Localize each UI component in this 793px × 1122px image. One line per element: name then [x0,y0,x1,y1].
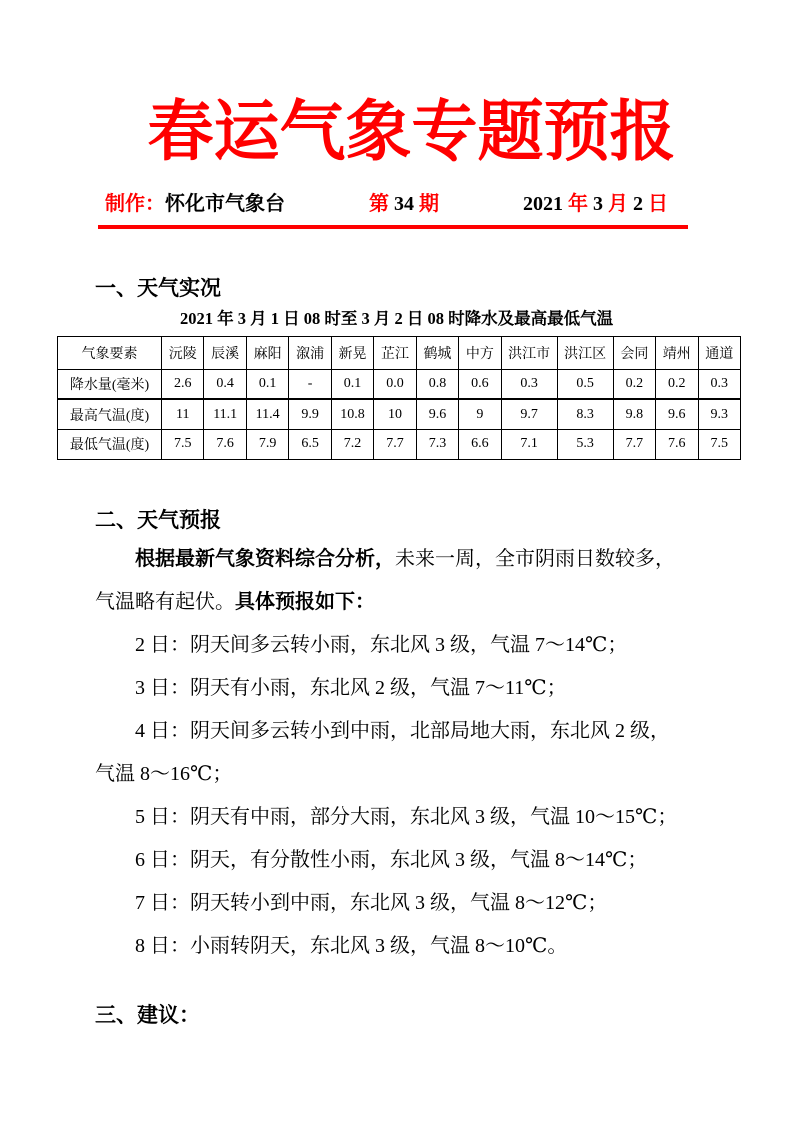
row-label: 降水量(毫米) [58,369,162,399]
intro-normal-2: 气温略有起伏。 [95,590,235,613]
weather-table [57,336,741,460]
intro-line-2 [95,581,703,624]
header-cell-hongjiangshi: 洪江市 [501,336,557,369]
forecast-line-day3: 3 日：阴天有小雨，东北风 2 级，气温 7～11℃； [135,676,567,699]
intro-bold-lead: 根据最新气象资料综合分析， [135,547,395,570]
table-cell: 0.8 [416,369,458,399]
table-cell: 10 [374,399,416,429]
header-cell-yuanling: 沅陵 [162,336,204,369]
header-cell-zhongfang: 中方 [459,336,501,369]
intro-line-1 [95,538,703,581]
table-cell: 6.5 [289,429,331,459]
issue-suffix: 期 [414,192,439,215]
table-cell: 7.7 [613,429,655,459]
header-rule [98,225,688,229]
row-label: 最高气温(度) [58,399,162,429]
issue-field [369,192,439,216]
producer-name: 怀化市气象台 [165,192,285,215]
table-cell: 7.3 [416,429,458,459]
table-cell: 0.1 [246,369,288,399]
table-caption: 2021 年 3 月 1 日 08 时至 3 月 2 日 08 时降水及最高最低气温 [179,308,614,328]
table-cell: 5.3 [557,429,613,459]
forecast-line-day4: 4 日：阴天间多云转小到中雨，北部局地大雨，东北风 2 级， [135,719,670,742]
forecast-line-day4-continued: 气温 8～16℃； [95,762,233,785]
table-cell: - [289,369,331,399]
table-cell: 2.6 [162,369,204,399]
issue-number: 34 [394,192,414,215]
table-cell: 9.6 [656,399,698,429]
table-cell: 7.5 [162,429,204,459]
table-cell: 0.3 [501,369,557,399]
table-cell: 0.2 [613,369,655,399]
header-cell-huitong: 会同 [613,336,655,369]
table-cell: 11 [162,399,204,429]
table-cell: 0.5 [557,369,613,399]
section2-heading: 二、天气预报 [95,507,221,532]
header-cell-element: 气象要素 [58,336,162,369]
date-day: 2 [633,192,643,215]
forecast-line-day6: 6 日：阴天，有分散性小雨，东北风 3 级，气温 8～14℃； [135,848,648,871]
header-cell-hongjiangqu: 洪江区 [557,336,613,369]
header-cell-xinhuang: 新晃 [331,336,373,369]
header-cell-jingzhou: 靖州 [656,336,698,369]
weather-table-wrap [57,336,741,460]
produce-label: 制作： [105,192,165,215]
date-year-unit: 年 [563,192,593,215]
table-cell: 0.2 [656,369,698,399]
table-cell: 0.1 [331,369,373,399]
date-field [523,192,668,216]
row-label: 最低气温(度) [58,429,162,459]
table-cell: 9 [459,399,501,429]
header-cell-hecheng: 鹤城 [416,336,458,369]
table-cell: 0.3 [698,369,740,399]
table-header-row [58,336,741,369]
meta-row [105,192,668,216]
table-cell: 7.9 [246,429,288,459]
header-cell-xupu: 溆浦 [289,336,331,369]
table-cell: 10.8 [331,399,373,429]
header-cell-mayang: 麻阳 [246,336,288,369]
forecast-line-day7: 7 日：阴天转小到中雨，东北风 3 级，气温 8～12℃； [135,891,608,914]
table-cell: 0.6 [459,369,501,399]
table-cell: 6.6 [459,429,501,459]
table-row-min-temp [58,429,741,459]
table-cell: 7.7 [374,429,416,459]
producer-field [105,192,285,216]
intro-bold-tail: 具体预报如下： [235,590,375,613]
section3-heading: 三、建议： [95,1002,200,1027]
date-month-unit: 月 [603,192,633,215]
date-day-unit: 日 [643,192,668,215]
table-cell: 9.8 [613,399,655,429]
table-cell: 7.2 [331,429,373,459]
table-cell: 11.4 [246,399,288,429]
table-row-precipitation [58,369,741,399]
section1-heading: 一、天气实况 [95,275,221,300]
forecast-line-day5: 5 日：阴天有中雨，部分大雨，东北风 3 级，气温 10～15℃； [135,805,678,828]
table-cell: 9.6 [416,399,458,429]
header-cell-chenxi: 辰溪 [204,336,246,369]
table-cell: 9.9 [289,399,331,429]
table-cell: 7.6 [656,429,698,459]
header-cell-zhijiang: 芷江 [374,336,416,369]
intro-normal-1: 未来一周，全市阴雨日数较多， [395,547,675,570]
table-cell: 9.3 [698,399,740,429]
date-year: 2021 [523,192,563,215]
table-cell: 9.7 [501,399,557,429]
forecast-line-day2: 2 日：阴天间多云转小雨，东北风 3 级，气温 7～14℃； [135,633,628,656]
table-cell: 7.5 [698,429,740,459]
table-cell: 0.4 [204,369,246,399]
table-cell: 7.1 [501,429,557,459]
table-row-max-temp [58,399,741,429]
table-cell: 7.6 [204,429,246,459]
issue-prefix: 第 [369,192,394,215]
header-cell-tongdao: 通道 [698,336,740,369]
date-month: 3 [593,192,603,215]
table-cell: 11.1 [204,399,246,429]
table-cell: 8.3 [557,399,613,429]
forecast-line-day8: 8 日：小雨转阴天，东北风 3 级，气温 8～10℃。 [135,934,568,957]
forecast-body [95,538,703,968]
table-cell: 0.0 [374,369,416,399]
page-title: 春运气象专题预报 [147,96,676,169]
